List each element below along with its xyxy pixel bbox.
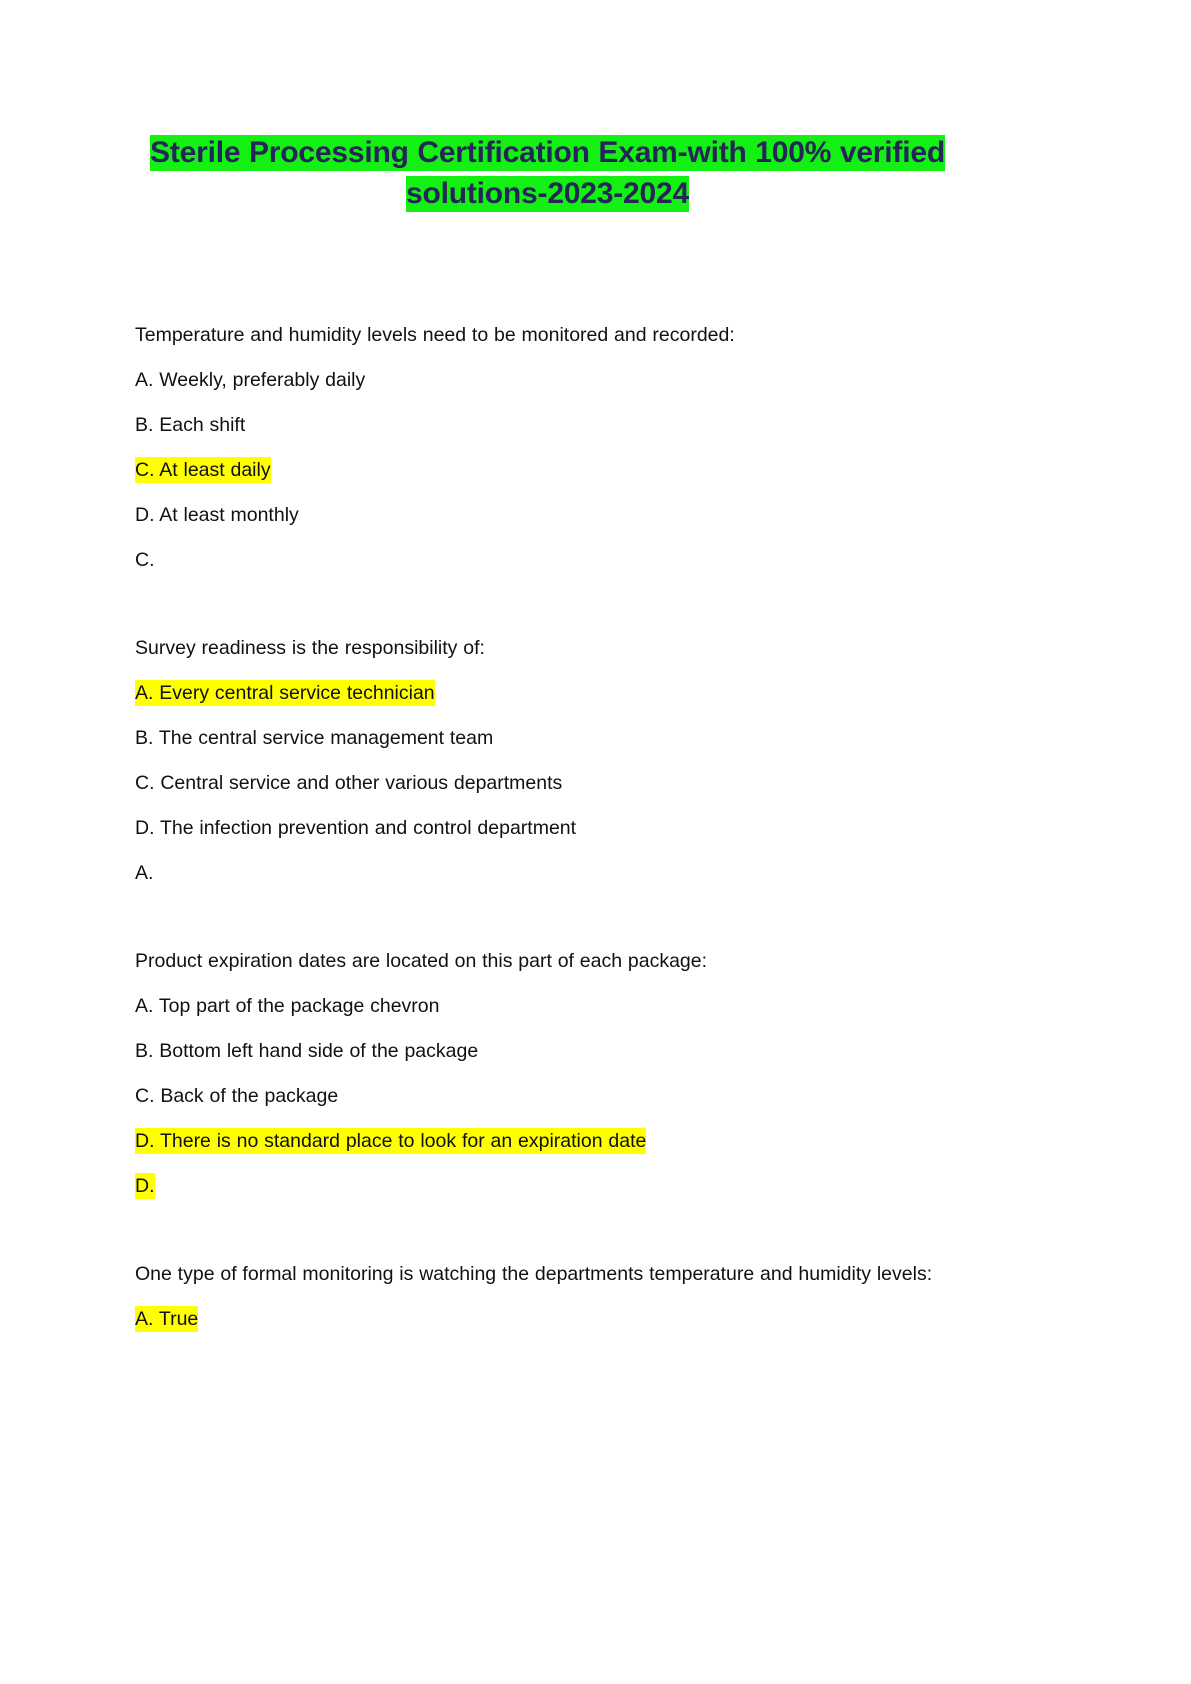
- question-prompt-text: Product expiration dates are located on this part of each package:: [135, 950, 708, 972]
- answer-option-label: D. There is no standard place to look for an expiration date: [135, 1130, 647, 1152]
- answer-option-label: B. The central service management team: [135, 727, 494, 749]
- correct-answer: [135, 547, 960, 573]
- title-body-gap: [135, 214, 960, 322]
- correct-answer-text: D.: [135, 1175, 155, 1197]
- answer-option-label: A. Weekly, preferably daily: [135, 369, 366, 391]
- answer-option-label: A. True: [135, 1308, 199, 1330]
- answer-option[interactable]: [135, 1038, 960, 1064]
- answer-option-label: A. Top part of the package chevron: [135, 995, 440, 1017]
- block-gap: [135, 1199, 960, 1261]
- question-prompt-text: Survey readiness is the responsibility of:: [135, 637, 485, 659]
- answer-option-label: C. Central service and other various departments: [135, 772, 563, 794]
- answer-option-label: D. The infection prevention and control department: [135, 817, 577, 839]
- question-block: [135, 635, 960, 886]
- answer-option[interactable]: [135, 725, 960, 751]
- answer-option-label: B. Bottom left hand side of the package: [135, 1040, 479, 1062]
- question-prompt: [135, 322, 960, 348]
- title-line-1: Sterile Processing Certification Exam-with 100% verified: [150, 136, 945, 169]
- question-block: [135, 1261, 960, 1332]
- question-prompt-text: Temperature and humidity levels need to be monitored and recorded:: [135, 324, 735, 346]
- answer-option[interactable]: [135, 502, 960, 528]
- correct-answer: [135, 860, 960, 886]
- question-prompt-text: One type of formal monitoring is watching the departments temperature and humidity levels:: [135, 1263, 933, 1285]
- correct-answer-text: A.: [135, 862, 154, 884]
- question-block: [135, 948, 960, 1199]
- correct-answer: [135, 1173, 960, 1199]
- answer-option-label: C. At least daily: [135, 459, 271, 481]
- answer-option[interactable]: [135, 993, 960, 1019]
- answer-option[interactable]: [135, 1083, 960, 1109]
- answer-option-label: D. At least monthly: [135, 504, 299, 526]
- questions-list: [135, 322, 960, 1332]
- document-content: [135, 0, 960, 1332]
- question-prompt: [135, 635, 960, 661]
- answer-option-label: A. Every central service technician: [135, 682, 435, 704]
- title-line-2: solutions-2023-2024: [406, 177, 689, 210]
- answer-option[interactable]: [135, 1306, 960, 1332]
- answer-option[interactable]: [135, 680, 960, 706]
- page-title: [135, 0, 960, 214]
- block-gap: [135, 573, 960, 635]
- correct-answer-text: C.: [135, 549, 155, 571]
- block-gap: [135, 886, 960, 948]
- question-prompt: [135, 948, 960, 974]
- answer-option[interactable]: [135, 815, 960, 841]
- answer-option-label: B. Each shift: [135, 414, 246, 436]
- answer-option[interactable]: [135, 1128, 960, 1154]
- answer-option[interactable]: [135, 770, 960, 796]
- answer-option-label: C. Back of the package: [135, 1085, 339, 1107]
- answer-option[interactable]: [135, 412, 960, 438]
- question-block: [135, 322, 960, 573]
- answer-option[interactable]: [135, 457, 960, 483]
- question-prompt: [135, 1261, 960, 1287]
- answer-option[interactable]: [135, 367, 960, 393]
